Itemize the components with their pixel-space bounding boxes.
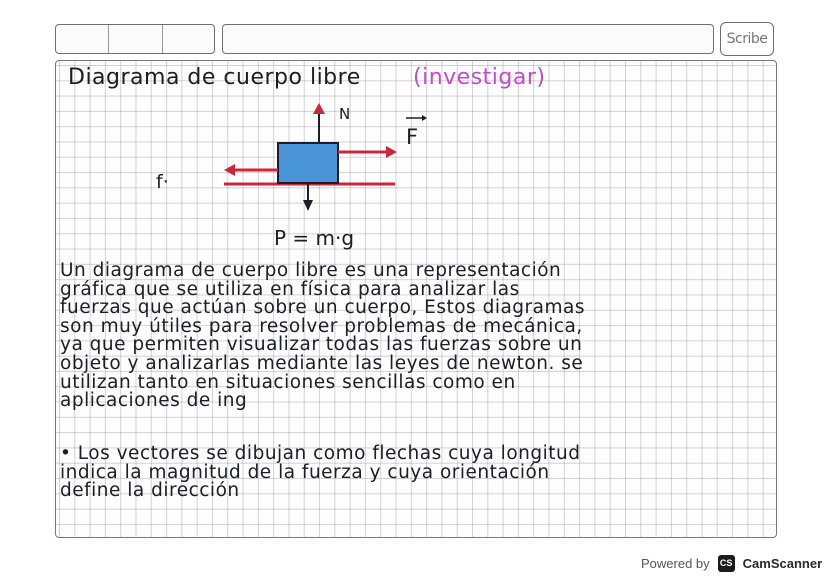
friction-arrowhead [224,164,235,176]
paragraph-line: ya que permiten visualizar todas las fuerzas sobre un [60,334,583,356]
bullet-line: define la dirección [60,480,240,502]
paragraph-line: fuerzas que actúan sobre un cuerpo, Estos diagramas [60,297,585,319]
force-label: F [406,125,419,149]
vector-bar-head [422,115,427,121]
weight-formula: P = m·g [274,226,355,250]
camscanner-name: CamScanner [742,555,823,571]
scribe-label: Scribe [726,31,768,47]
camscanner-icon [718,555,735,572]
title-note: (investigar) [413,65,546,90]
camscanner-footer [641,552,822,574]
paragraph-line: utilizan tanto en situaciones sencillas como en [60,371,516,393]
friction-label: f· [156,171,169,193]
powered-by-text: Powered by [641,555,710,571]
paragraph-line: son muy útiles para resolver problemas de mecánica, [60,315,583,337]
notebook-page [55,60,777,538]
header-date-box [55,24,215,54]
header-divider [108,25,109,53]
bullet-line: • Los vectores se dibujan como flechas cuya longitud [60,443,581,464]
paragraph-line: aplicaciones de ing [60,390,248,412]
normal-arrowhead [313,103,325,114]
camscanner-icon-text: CS [719,558,733,568]
force-arrowhead [386,146,397,158]
block [278,143,338,183]
scribe-logo [720,22,774,56]
header-divider [162,25,163,53]
bullet-line: indica la magnitud de la fuerza y cuya orientación [60,461,550,483]
page-title: Diagrama de cuerpo libre [68,65,361,90]
normal-label: N [339,105,351,123]
paragraph-line: Un diagrama de cuerpo libre es una representación [60,260,562,281]
paragraph-line: objeto y analizarlas mediante las leyes de newton. se [60,353,584,374]
header-subject-box [222,24,714,54]
paragraph-line: gráfica que se utiliza en física para analizar las [60,278,520,300]
weight-arrowhead [303,200,313,211]
